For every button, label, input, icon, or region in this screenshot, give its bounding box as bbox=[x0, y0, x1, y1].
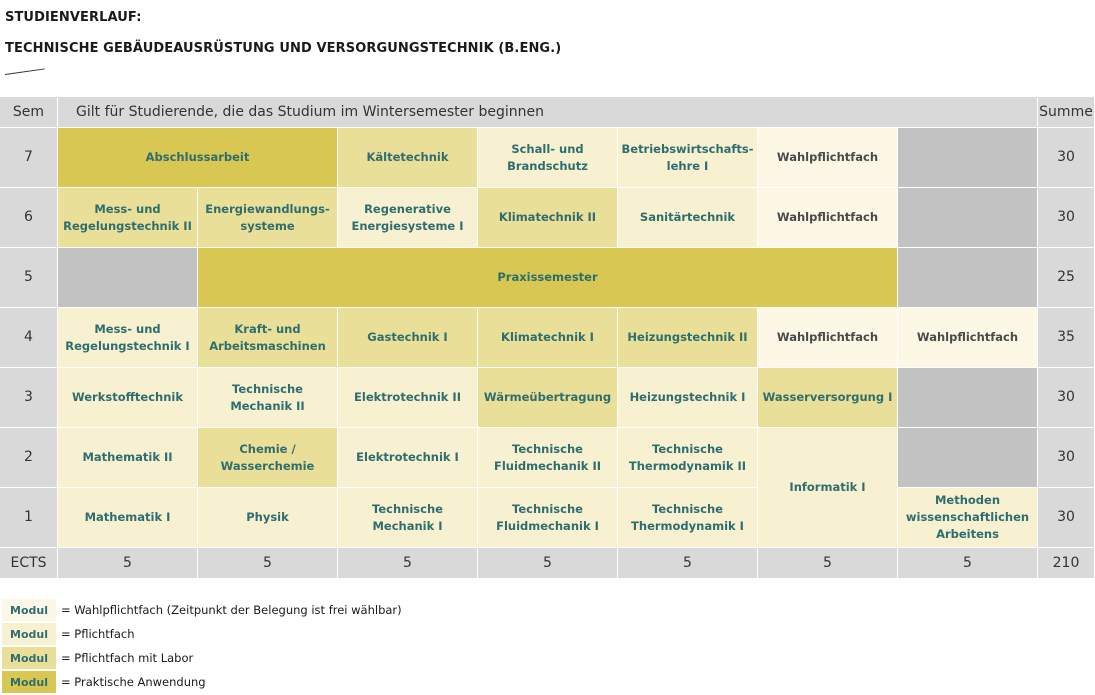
module-abschlussarbeit: Abschlussarbeit bbox=[58, 128, 338, 188]
sem-sum: 30 bbox=[1038, 368, 1095, 428]
module-regenerative-energie-1: Regenerative Energiesysteme I bbox=[338, 188, 478, 248]
sem-label: 3 bbox=[0, 368, 58, 428]
page-subtitle: TECHNISCHE GEBÄUDEAUSRÜSTUNG UND VERSORGUNGSTECHNIK (B.ENG.) bbox=[5, 41, 562, 56]
legend-swatch: Modul bbox=[2, 599, 56, 621]
ects-value: 5 bbox=[758, 548, 898, 579]
module-wahlpflichtfach: Wahlpflichtfach bbox=[758, 128, 898, 188]
module-technische-mechanik-2: Technische Mechanik II bbox=[198, 368, 338, 428]
empty-cell bbox=[898, 128, 1038, 188]
ects-value: 5 bbox=[58, 548, 198, 579]
module-physik: Physik bbox=[198, 488, 338, 548]
module-wahlpflichtfach: Wahlpflichtfach bbox=[758, 308, 898, 368]
divider-line bbox=[5, 68, 45, 75]
ects-value: 5 bbox=[198, 548, 338, 579]
module-kraft-arbeitsmaschinen: Kraft- und Arbeitsmaschinen bbox=[198, 308, 338, 368]
ects-value: 5 bbox=[898, 548, 1038, 579]
module-kaeltetechnik: Kältetechnik bbox=[338, 128, 478, 188]
module-klimatechnik-2: Klimatechnik II bbox=[478, 188, 618, 248]
legend-item bbox=[2, 599, 402, 621]
empty-cell bbox=[898, 188, 1038, 248]
legend-item bbox=[2, 623, 402, 645]
sem-label: 5 bbox=[0, 248, 58, 308]
module-heizungstechnik-1: Heizungstechnik I bbox=[618, 368, 758, 428]
module-methoden-wiss-arbeiten: Methoden wissenschaftlichen Arbeitens bbox=[898, 488, 1038, 548]
module-mathematik-1: Mathematik I bbox=[58, 488, 198, 548]
sem-sum: 25 bbox=[1038, 248, 1095, 308]
module-chemie-wasserchemie: Chemie / Wasserchemie bbox=[198, 428, 338, 488]
module-schall-brandschutz: Schall- und Brandschutz bbox=[478, 128, 618, 188]
module-energiewandlung: Energiewandlungs- systeme bbox=[198, 188, 338, 248]
empty-cell bbox=[898, 428, 1038, 488]
legend-text: = Pflichtfach mit Labor bbox=[61, 651, 194, 665]
module-praxissemester: Praxissemester bbox=[198, 248, 898, 308]
module-thermodynamik-1: Technische Thermodynamik I bbox=[618, 488, 758, 548]
sem-sum: 35 bbox=[1038, 308, 1095, 368]
sem-sum: 30 bbox=[1038, 428, 1095, 488]
legend-swatch: Modul bbox=[2, 647, 56, 669]
legend-swatch: Modul bbox=[2, 623, 56, 645]
legend-item bbox=[2, 647, 402, 669]
module-informatik-1: Informatik I bbox=[758, 428, 898, 548]
module-mess-regelung-1: Mess- und Regelungstechnik I bbox=[58, 308, 198, 368]
module-fluidmechanik-1: Technische Fluidmechanik I bbox=[478, 488, 618, 548]
module-bwl-1: Betriebswirtschafts- lehre I bbox=[618, 128, 758, 188]
legend bbox=[2, 599, 402, 695]
module-mess-regelung-2: Mess- und Regelungstechnik II bbox=[58, 188, 198, 248]
legend-swatch: Modul bbox=[2, 671, 56, 693]
module-wasserversorgung-1: Wasserversorgung I bbox=[758, 368, 898, 428]
legend-text: = Praktische Anwendung bbox=[61, 675, 206, 689]
ects-total: 210 bbox=[1038, 548, 1095, 579]
sem-label: 7 bbox=[0, 128, 58, 188]
module-sanitaertechnik: Sanitärtechnik bbox=[618, 188, 758, 248]
module-thermodynamik-2: Technische Thermodynamik II bbox=[618, 428, 758, 488]
module-elektrotechnik-2: Elektrotechnik II bbox=[338, 368, 478, 428]
sem-label: 6 bbox=[0, 188, 58, 248]
module-technische-mechanik-1: Technische Mechanik I bbox=[338, 488, 478, 548]
sem-label: 4 bbox=[0, 308, 58, 368]
module-gastechnik-1: Gastechnik I bbox=[338, 308, 478, 368]
module-waermeuebertragung: Wärmeübertragung bbox=[478, 368, 618, 428]
module-fluidmechanik-2: Technische Fluidmechanik II bbox=[478, 428, 618, 488]
sem-sum: 30 bbox=[1038, 488, 1095, 548]
legend-text: = Pflichtfach bbox=[61, 627, 135, 641]
study-plan-table bbox=[0, 97, 1095, 579]
sem-label: 2 bbox=[0, 428, 58, 488]
empty-cell bbox=[58, 248, 198, 308]
module-wahlpflichtfach: Wahlpflichtfach bbox=[758, 188, 898, 248]
legend-item bbox=[2, 671, 402, 693]
ects-value: 5 bbox=[338, 548, 478, 579]
page-title: STUDIENVERLAUF: bbox=[5, 10, 142, 25]
sem-label: 1 bbox=[0, 488, 58, 548]
header-info: Gilt für Studierende, die das Studium im Wintersemester beginnen bbox=[58, 97, 1038, 128]
header-sem: Sem bbox=[0, 97, 58, 128]
module-werkstofftechnik: Werkstofftechnik bbox=[58, 368, 198, 428]
module-elektrotechnik-1: Elektrotechnik I bbox=[338, 428, 478, 488]
module-mathematik-2: Mathematik II bbox=[58, 428, 198, 488]
ects-value: 5 bbox=[478, 548, 618, 579]
sem-sum: 30 bbox=[1038, 128, 1095, 188]
module-wahlpflichtfach: Wahlpflichtfach bbox=[898, 308, 1038, 368]
empty-cell bbox=[898, 248, 1038, 308]
sem-sum: 30 bbox=[1038, 188, 1095, 248]
legend-text: = Wahlpflichtfach (Zeitpunkt der Belegung ist frei wählbar) bbox=[61, 603, 402, 617]
module-heizungstechnik-2: Heizungstechnik II bbox=[618, 308, 758, 368]
empty-cell bbox=[898, 368, 1038, 428]
header-summe: Summe bbox=[1038, 97, 1095, 128]
ects-label: ECTS bbox=[0, 548, 58, 579]
module-klimatechnik-1: Klimatechnik I bbox=[478, 308, 618, 368]
ects-value: 5 bbox=[618, 548, 758, 579]
